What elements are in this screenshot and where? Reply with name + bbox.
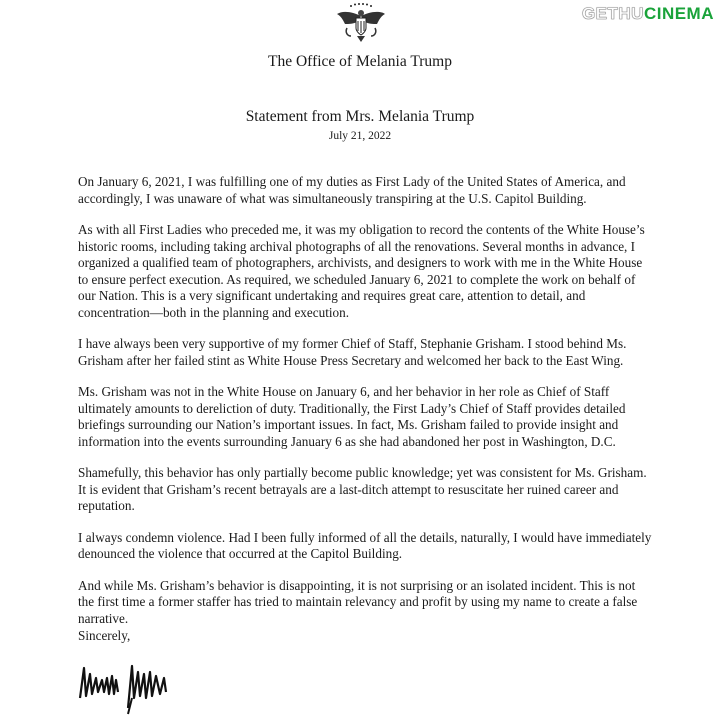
paragraph-6: I always condemn violence. Had I been fully informed of all the details, naturally, I would have immediately denounced the violence that occurred at the Capitol Building. bbox=[78, 529, 652, 561]
statement-body bbox=[78, 174, 653, 642]
paragraph-7: And while Ms. Grisham’s behavior is disappointing, it is not surprising or an isolated incident. This is not the first time a former staffer has tried to maintain relevancy and profit by using my name to create a false narrative. bbox=[78, 577, 638, 626]
office-name: The Office of Melania Trump bbox=[268, 53, 452, 70]
statement-date: July 21, 2022 bbox=[328, 130, 392, 142]
closing: Sincerely, bbox=[78, 628, 131, 643]
paragraph-3: I have always been very supportive of my former Chief of Staff, Stephanie Grisham. I stood behind Ms. Grisham after her failed stint as White House Press Secretary and welcomed her back to the East Wing. bbox=[78, 336, 627, 368]
watermark-part2: CINEMA bbox=[643, 4, 714, 23]
signature-icon bbox=[76, 648, 176, 718]
presidential-seal-icon bbox=[333, 2, 389, 46]
paragraph-1: On January 6, 2021, I was fulfilling one of my duties as First Lady of the United States of America, and accordingly, I was unaware of what was simultaneously transpiring at the U.S. Capitol Building. bbox=[78, 174, 626, 206]
watermark-part1: GETHU bbox=[581, 4, 644, 23]
paragraph-2: As with all First Ladies who preceded me, it was my obligation to record the contents of the White House’s historic rooms, including taking archival photographs of all the renovations. Several months in advance, I organized a qualified team of photographers, archivists, and designers to work with me in the White House to ensure perfect execution. As required, we scheduled January 6, 2021 to complete the work on behalf of our Nation. This is a very significant undertaking and requires great care, attention to detail, and concentration—both in the planning and execution. bbox=[78, 222, 645, 320]
paragraph-5: Shamefully, this behavior has only partially become public knowledge; yet was consistent for Ms. Grisham. It is evident that Grisham’s recent betrayals are a last-ditch attempt to resuscitate her ruined career and reputation. bbox=[78, 465, 647, 513]
paragraph-4: Ms. Grisham was not in the White House on January 6, and her behavior in her role as Chief of Staff ultimately amounts to dereliction of duty. Traditionally, the First Lady’s Chief of Staff provides detailed briefings surrounding our Nation’s important issues. In fact, Ms. Grisham failed to provide insight and information into the events surrounding January 6 as she had abandoned her post in Washington, D.C. bbox=[78, 384, 626, 449]
statement-title: Statement from Mrs. Melania Trump bbox=[245, 108, 475, 125]
watermark bbox=[582, 4, 714, 24]
